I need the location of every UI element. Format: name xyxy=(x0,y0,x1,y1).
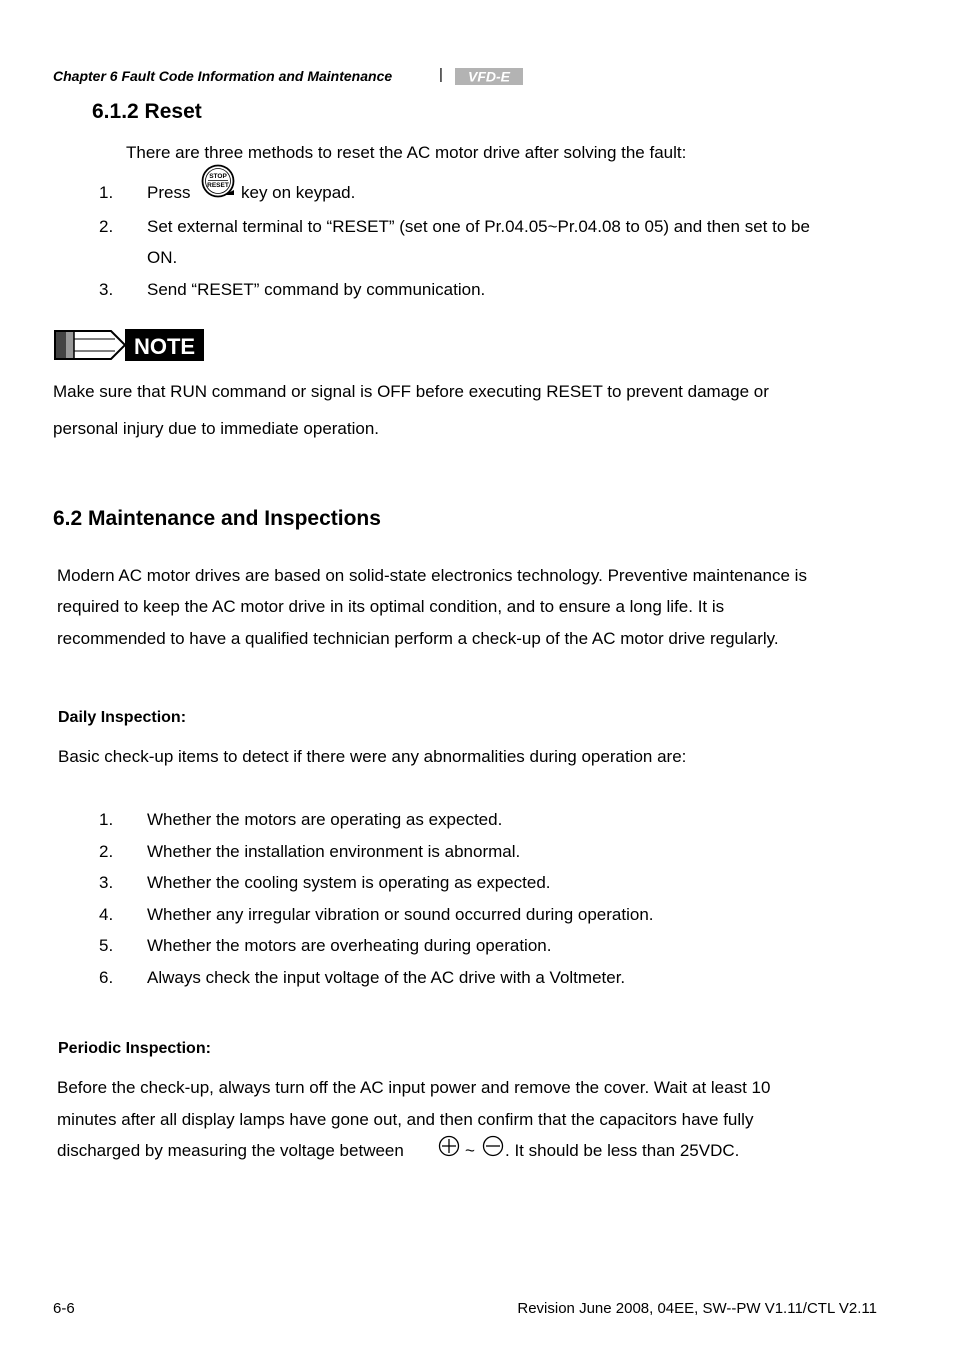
plus-terminal-icon xyxy=(438,1135,460,1157)
paragraph-line: . It should be less than 25VDC. xyxy=(505,1141,740,1160)
header-separator: | xyxy=(439,66,443,83)
list-item-text: Press xyxy=(147,183,191,202)
svg-text:STOP: STOP xyxy=(209,173,227,180)
periodic-inspection-heading: Periodic Inspection: xyxy=(58,1040,211,1057)
maintenance-section-title: 6.2 Maintenance and Inspections xyxy=(53,507,381,530)
daily-inspection-heading: Daily Inspection: xyxy=(58,709,187,726)
list-item-text: Set external terminal to “RESET” (set one of Pr.04.05~Pr.04.08 to 05) and then set to be xyxy=(147,217,810,236)
list-number: 1. xyxy=(99,810,114,829)
page-number: 6-6 xyxy=(53,1300,75,1317)
reset-section-title: 6.1.2 Reset xyxy=(92,100,202,123)
list-item-text: Whether the motors are overheating during operation. xyxy=(147,936,552,955)
svg-text:VFD-E: VFD-E xyxy=(468,68,510,85)
minus-terminal-icon xyxy=(482,1135,504,1157)
daily-intro: Basic check-up items to detect if there were any abnormalities during operation are: xyxy=(58,747,687,766)
paragraph-line: required to keep the AC motor drive in its optimal condition, and to ensure a long life. It is xyxy=(57,597,725,616)
stop-reset-key-icon xyxy=(200,164,236,200)
paragraph-line: minutes after all display lamps have gone out, and then confirm that the capacitors have fully xyxy=(57,1110,754,1129)
chapter-header: Chapter 6 Fault Code Information and Maintenance xyxy=(53,68,393,84)
note-text-line: personal injury due to immediate operation. xyxy=(53,419,380,438)
revision-info: Revision June 2008, 04EE, SW--PW V1.11/CTL V2.11 xyxy=(517,1300,877,1317)
list-item-text: Whether the cooling system is operating as expected. xyxy=(147,873,551,892)
list-number: 6. xyxy=(99,968,114,987)
note-pencil-icon xyxy=(53,327,205,363)
vfd-e-logo xyxy=(455,68,523,85)
paragraph-line: recommended to have a qualified technician perform a check-up of the AC motor drive regularly. xyxy=(57,629,779,648)
svg-text:NOTE: NOTE xyxy=(133,334,196,359)
list-number: 3. xyxy=(99,280,114,299)
list-number: 2. xyxy=(99,217,114,236)
list-item-text: Send “RESET” command by communication. xyxy=(147,280,486,299)
list-item-text: Whether the installation environment is abnormal. xyxy=(147,842,521,861)
list-number: 4. xyxy=(99,905,114,924)
list-item-text: ON. xyxy=(147,248,178,267)
list-number: 2. xyxy=(99,842,114,861)
paragraph-line: Modern AC motor drives are based on solid-state electronics technology. Preventive maintenance is xyxy=(57,566,807,585)
svg-text:RESET: RESET xyxy=(207,182,229,189)
note-text-line: Make sure that RUN command or signal is OFF before executing RESET to prevent damage or xyxy=(53,382,769,401)
list-number: 1. xyxy=(99,183,114,202)
list-item-text: Whether the motors are operating as expected. xyxy=(147,810,503,829)
list-number: 5. xyxy=(99,936,114,955)
list-item-text: key on keypad. xyxy=(241,183,356,202)
paragraph-line: discharged by measuring the voltage between xyxy=(57,1141,404,1160)
paragraph-line: Before the check-up, always turn off the AC input power and remove the cover. Wait at least 10 xyxy=(57,1078,771,1097)
list-item-text: Whether any irregular vibration or sound occurred during operation. xyxy=(147,905,654,924)
tilde-separator: ~ xyxy=(465,1141,475,1160)
reset-intro: There are three methods to reset the AC motor drive after solving the fault: xyxy=(126,143,687,162)
list-item-text: Always check the input voltage of the AC drive with a Voltmeter. xyxy=(147,968,626,987)
list-number: 3. xyxy=(99,873,114,892)
